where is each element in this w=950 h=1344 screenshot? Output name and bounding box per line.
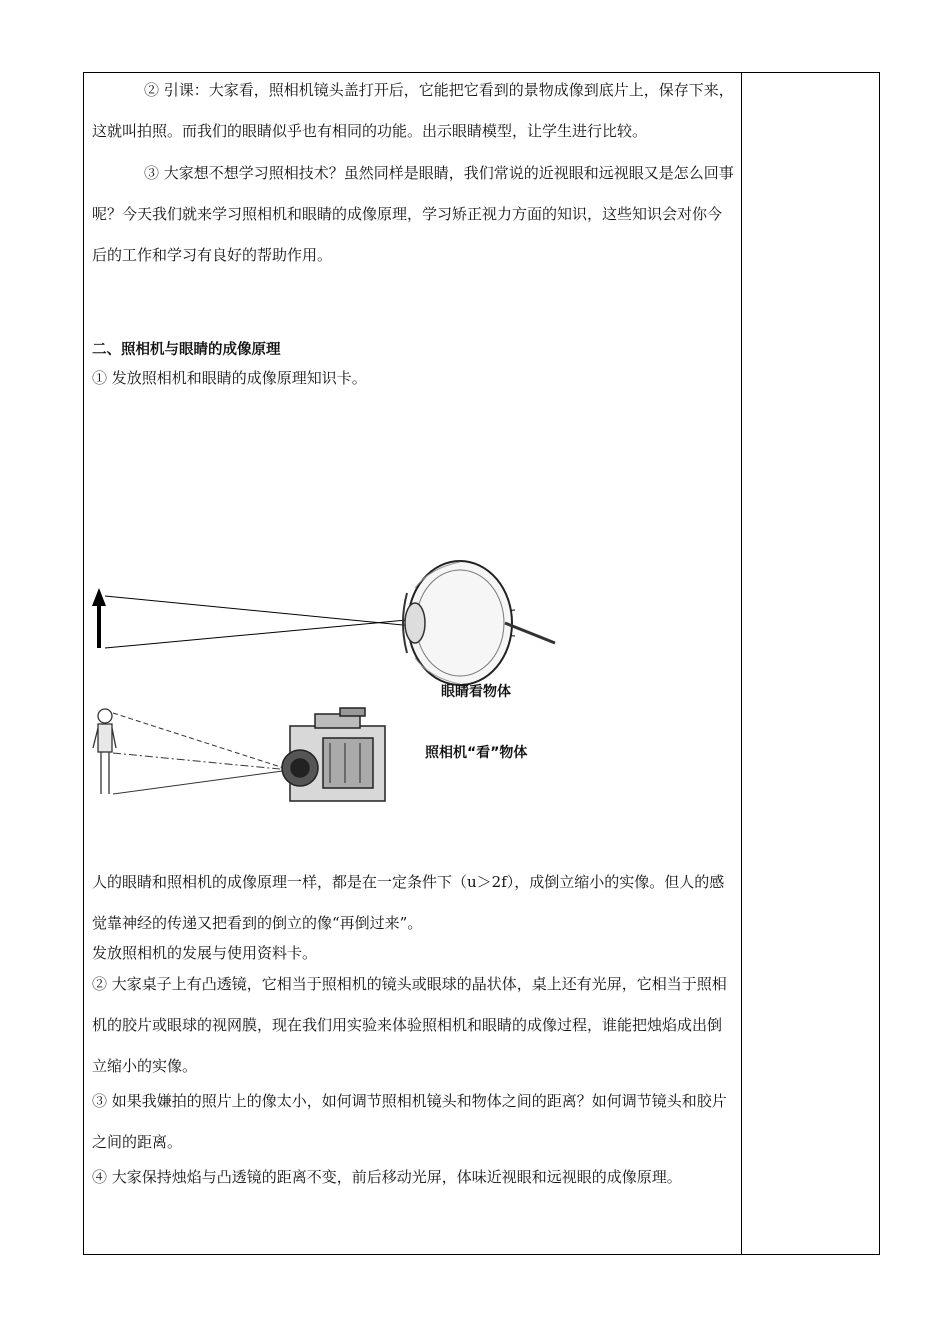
knowledge-card-item: ① 发放照相机和眼睛的成像原理知识卡。 [92,369,367,387]
adjust-distance-item: ③ 如果我嫌拍的照片上的像太小，如何调节照相机镜头和物体之间的距离？如何调节镜头和胶片之间的距离。 [92,1092,727,1151]
intro-paragraph: ② 引课：大家看，照相机镜头盖打开后，它能把它看到的景物成像到底片上，保存下来，这就叫拍照。而我们的眼睛似乎也有相同的功能。出示眼睛模型，让学生进行比较。 [92,81,734,140]
question-paragraph: ③ 大家想不想学习照相技术？虽然同样是眼睛，我们常说的近视眼和远视眼又是怎么回事呢？今天我们就来学习照相机和眼睛的成像原理，学习矫正视力方面的知识，这些知识会对你今后的工作和学习有良好的帮助作用。 [92,164,734,264]
lesson-content-lower [92,862,734,1198]
principle-paragraph: 人的眼睛和照相机的成像原理一样，都是在一定条件下（u＞2f），成倒立缩小的实像。但人的感觉靠神经的传递又把看到的倒立的像“再倒过来”。 [92,873,725,932]
table-column-divider [741,72,742,1255]
camera-illustration [282,708,385,801]
resource-card-item: 发放照相机的发展与使用资料卡。 [92,944,318,962]
camera-caption: 照相机“看”物体 [425,745,528,761]
screen-move-item: ④ 大家保持烛焰与凸透镜的距离不变，前后移动光屏，体味近视眼和远视眼的成像原理。 [92,1168,682,1186]
lesson-content [92,72,734,393]
imaging-diagram [85,548,585,818]
section-heading: 二、照相机与眼睛的成像原理 [92,342,281,358]
person-figure [93,709,116,794]
experiment-item: ② 大家桌子上有凸透镜，它相当于照相机的镜头或眼球的晶状体，桌上还有光屏，它相当于照相机的胶片或眼球的视网膜，现在我们用实验来体验照相机和眼睛的成像过程，谁能把烛焰成出倒立缩小的实像。 [92,975,727,1075]
lens [405,603,425,643]
eye-caption: 眼睛看物体 [441,684,511,700]
optic-nerve [505,623,555,643]
arrow-head [92,588,106,606]
